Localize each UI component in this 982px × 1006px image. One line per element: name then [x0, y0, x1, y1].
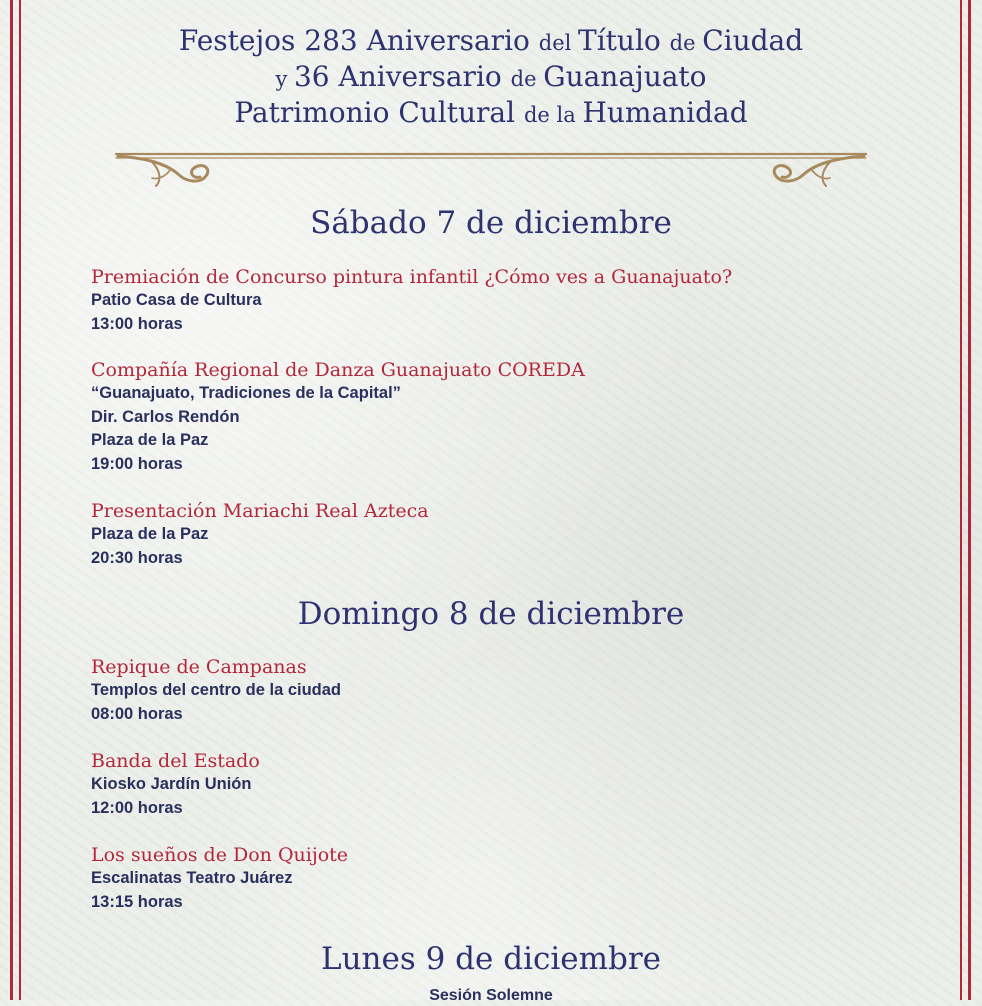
title-segment: 36 Aniversario: [293, 60, 511, 93]
event-subtitle: “Guanajuato, Tradiciones de la Capital”: [91, 384, 401, 402]
title-segment: Título: [578, 24, 670, 57]
title-segment: Ciudad: [702, 24, 804, 57]
title-segment: de: [510, 67, 544, 91]
event-time: 08:00 horas: [91, 704, 183, 723]
title-segment: de la: [523, 103, 583, 127]
event-item: [91, 265, 732, 336]
event-item: [91, 749, 260, 820]
title-segment: del: [538, 31, 579, 55]
frame-line-right-outer: [968, 0, 971, 1000]
title-segment: Patrimonio Cultural: [234, 96, 524, 129]
title-segment: de: [669, 31, 703, 55]
title-segment: y: [275, 67, 294, 91]
event-time: 19:00 horas: [91, 454, 183, 473]
event-title: Los sueños de Don Quijote: [91, 844, 349, 866]
event-title-partial: Sesión Solemne: [429, 987, 553, 1004]
event-time: 13:00 horas: [91, 314, 183, 333]
event-location: Plaza de la Paz: [91, 431, 209, 449]
page-title: [0, 24, 982, 132]
event-time: 12:00 horas: [91, 798, 183, 817]
event-location: Plaza de la Paz: [91, 525, 209, 543]
event-item: [91, 499, 429, 570]
event-title: Compañía Regional de Danza Guanajuato COREDA: [91, 359, 585, 381]
title-line-2: [0, 60, 982, 96]
event-location: Escalinatas Teatro Juárez: [91, 869, 293, 887]
event-time: 13:15 horas: [91, 892, 183, 911]
event-location: Kiosko Jardín Unión: [91, 775, 252, 793]
event-title: Banda del Estado: [91, 750, 260, 772]
event-title: Presentación Mariachi Real Azteca: [91, 500, 429, 522]
event-location: Templos del centro de la ciudad: [91, 681, 341, 699]
day-heading-monday: Lunes 9 de diciembre: [320, 941, 662, 977]
event-location: Patio Casa de Cultura: [91, 291, 262, 309]
frame-line-right-inner: [960, 0, 962, 1000]
frame-line-left-outer: [10, 0, 13, 1000]
title-segment: Guanajuato: [543, 60, 707, 93]
title-line-1: [0, 24, 982, 60]
title-segment: Festejos 283 Aniversario: [178, 24, 539, 57]
frame-line-left-inner: [19, 0, 21, 1000]
event-title: Repique de Campanas: [91, 656, 307, 678]
title-segment: Humanidad: [582, 96, 748, 129]
event-item: [91, 358, 585, 476]
ornament-divider: [112, 144, 870, 190]
event-item: [91, 843, 348, 914]
event-time: 20:30 horas: [91, 548, 183, 567]
title-line-3: [0, 96, 982, 132]
event-item: [91, 655, 341, 726]
day-heading-sunday: Domingo 8 de diciembre: [297, 596, 685, 632]
event-title: Premiación de Concurso pintura infantil ¿Cómo ves a Guanajuato?: [91, 266, 733, 288]
day-heading-saturday: Sábado 7 de diciembre: [310, 205, 672, 241]
event-director: Dir. Carlos Rendón: [91, 407, 240, 426]
